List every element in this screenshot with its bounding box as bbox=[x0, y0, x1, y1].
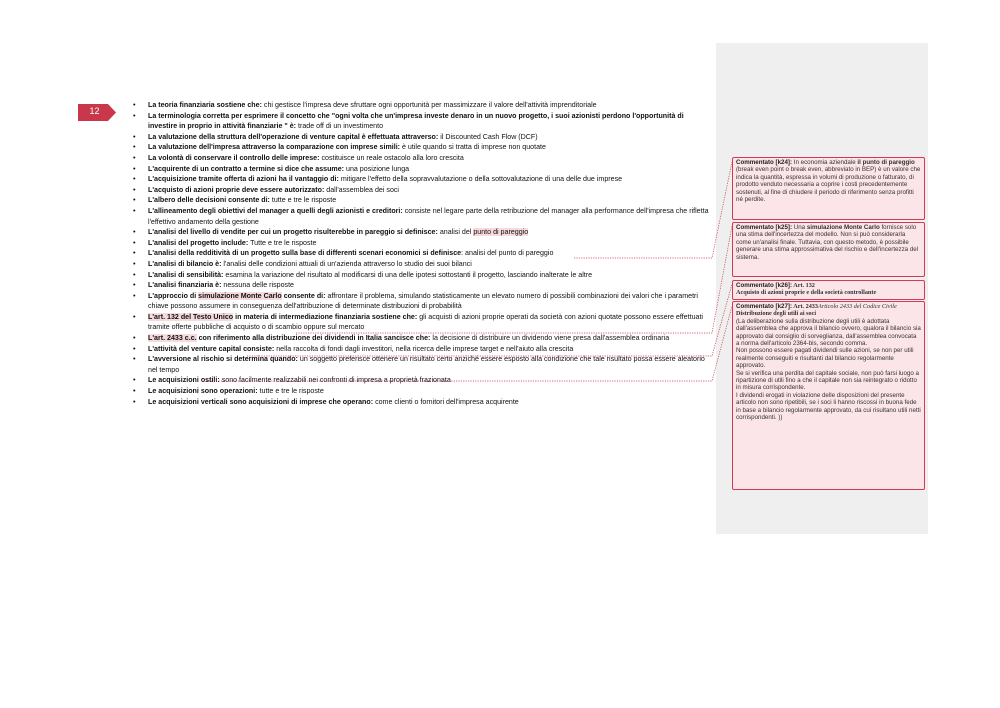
item-question-text: L'albero delle decisioni consente di: bbox=[148, 196, 270, 205]
list-item bbox=[133, 280, 711, 291]
item-question bbox=[148, 165, 344, 173]
list-item bbox=[133, 270, 711, 281]
list-item bbox=[133, 206, 711, 227]
list-item bbox=[133, 132, 711, 143]
item-question-text: La valutazione della struttura dell'operazione di venture capital è effettuata attraverso: bbox=[148, 132, 439, 141]
comment-k27-paragraph: Se si verifica una perdita del capitale sociale, non può farsi luogo a ripartizione di utili fino a che il capitale non sia reintegrato o ridotto in misura corrispondente. bbox=[736, 369, 919, 392]
item-question-text: in materia di intermediazione finanziaria sostiene che: bbox=[233, 312, 418, 321]
item-answer: Tutte e tre le risposte bbox=[248, 238, 317, 247]
item-question-text: L'acquisto di azioni proprie deve essere autorizzato: bbox=[148, 185, 325, 194]
list-item bbox=[133, 248, 711, 259]
item-question-text: La valutazione dell'impresa attraverso la comparazione con imprese simili: bbox=[148, 143, 401, 152]
item-question-text: L'attività del venture capital consiste: bbox=[148, 344, 275, 353]
item-question bbox=[148, 387, 258, 395]
comment-k26[interactable] bbox=[732, 280, 925, 300]
comment-k24-intro: In economia aziendale bbox=[792, 159, 858, 166]
item-answer: come clienti o fornitori dell'impresa acquirente bbox=[373, 397, 519, 406]
list-item bbox=[133, 164, 711, 175]
item-answer: trade off di un investimento bbox=[296, 122, 384, 131]
item-answer: : analisi del punto di pareggio bbox=[461, 249, 554, 258]
item-question bbox=[148, 207, 403, 215]
item-question-text: L'allineamento degli obiettivi del manager a quelli degli azionisti e creditori: bbox=[148, 206, 403, 215]
item-answer: tutte e tre le risposte bbox=[257, 387, 324, 396]
comment-k27-paragraph: (La deliberazione sulla distribuzione degli utili è adottata dall'assemblea che approva il bilancio ovvero, qualora il bilancio sia approvato dal consiglio di sorveglianza, dall'assemblea convocata a norma dell'articolo 2364-bis, secondo comma. bbox=[736, 317, 921, 348]
list-item bbox=[133, 344, 711, 355]
item-answer: dall'assemblea dei soci bbox=[324, 185, 400, 194]
item-question-text: L'analisi finanziaria è: bbox=[148, 281, 222, 290]
list-item bbox=[133, 174, 711, 185]
item-answer: mitigare l'effetto della sopravvalutazione o della sottovalutazione di una delle due imprese bbox=[338, 175, 623, 184]
item-answer: affrontare il problema, simulando statisticamente un elevato numero di possibili combinazioni dei valori che i parametri chiave possono assumere in conseguenza dell'attribuzione di determinate distribuzioni di probabilità bbox=[148, 291, 698, 311]
item-question bbox=[148, 112, 684, 131]
item-question bbox=[148, 175, 339, 183]
item-commented-term[interactable]: punto di pareggio bbox=[473, 228, 529, 237]
item-answer: l'analisi delle condizioni attuali di un'azienda attraverso lo studio dei suoi bilanci bbox=[221, 259, 472, 268]
item-question bbox=[148, 101, 262, 109]
item-answer: esamina la variazione del risultato al modificarsi di una delle ipotesi sottostanti il progetto, lasciando inalterate le altre bbox=[223, 270, 593, 279]
item-question bbox=[148, 313, 417, 321]
item-answer: un soggetto preferisce ottenere un risultato certo anziché essere esposto alla condizione che tale risultato possa essere aleatorio nel tempo bbox=[148, 355, 705, 374]
list-item bbox=[133, 259, 711, 270]
item-question-text: consente di: bbox=[281, 291, 326, 300]
item-question-text: L'acquirente di un contratto a termine si dice che assume: bbox=[148, 164, 345, 173]
list-item bbox=[133, 291, 711, 312]
item-answer: la decisione di distribuire un dividendo viene presa dall'assemblea ordinaria bbox=[430, 334, 670, 343]
item-answer: nessuna delle risposte bbox=[221, 281, 294, 290]
list-item bbox=[133, 397, 711, 408]
item-question-text: Le acquisizioni sono operazioni: bbox=[148, 387, 258, 396]
item-answer: è utile quando si tratta di imprese non quotate bbox=[400, 143, 546, 152]
list-item bbox=[133, 185, 711, 196]
comment-k27-body bbox=[736, 318, 921, 422]
item-question bbox=[148, 249, 461, 257]
list-item bbox=[133, 227, 711, 238]
list-item bbox=[133, 375, 711, 386]
comment-k25-header: Commentato [k25]: bbox=[736, 224, 793, 231]
item-question bbox=[148, 186, 324, 194]
item-question bbox=[148, 260, 221, 268]
comment-k26-title: Art. 132 bbox=[792, 282, 815, 289]
comment-k27-paragraph: I dividendi erogati in violazione delle disposizioni del presente articolo non sono ripetibili, se i soci li hanno riscossi in buona fede in base a bilancio regolarmente approvato, da cui risultano utili netti corrispondenti. )) bbox=[736, 391, 921, 422]
item-question bbox=[148, 228, 438, 236]
comment-k27-paragraph: Non possono essere pagati dividendi sulle azioni, se non per utili realmente conseguiti e risultanti dal bilancio regolarmente approvato. bbox=[736, 347, 914, 370]
list-item bbox=[133, 386, 711, 397]
comment-k27[interactable] bbox=[732, 301, 925, 490]
item-question bbox=[148, 154, 319, 162]
item-commented-term[interactable]: L'art. 2433 c.c. bbox=[148, 334, 197, 343]
item-question-text: L'analisi di sensibilità: bbox=[148, 270, 224, 279]
item-commented-term[interactable]: L'art. 132 del Testo Unico bbox=[148, 312, 234, 321]
item-question bbox=[148, 143, 400, 151]
item-question bbox=[148, 345, 274, 353]
item-answer: analisi del bbox=[437, 228, 474, 237]
list-item bbox=[133, 142, 711, 153]
item-answer: chi gestisce l'impresa deve sfruttare ogni opportunità per massimizzare il valore dell'attività imprenditoriale bbox=[261, 101, 597, 109]
item-question-prefix: L'approccio di bbox=[148, 291, 199, 300]
comment-k24-header: Commentato [k24]: bbox=[736, 159, 793, 166]
item-answer: gli acquisti di azioni proprie operati da società con azioni quotate possono essere effettuati tramite offerte pubbliche di acquisto o di scambio oppure sul mercato bbox=[148, 312, 704, 332]
comment-k25[interactable] bbox=[732, 222, 925, 277]
item-question-text: L'analisi del progetto include: bbox=[148, 238, 249, 247]
item-question-text: L'analisi del livello di vendite per cui un progetto risulterebbe in pareggio si definisce: bbox=[148, 228, 438, 237]
item-question bbox=[148, 271, 223, 279]
item-question-text: L'avversione al rischio si determina quando: bbox=[148, 355, 298, 364]
comment-k25-term: simulazione Monte Carlo bbox=[806, 224, 880, 231]
item-commented-term[interactable]: simulazione Monte Carlo bbox=[198, 291, 282, 300]
item-answer: sono facilmente realizzabili nei confronti di impresa a proprietà frazionata bbox=[219, 376, 451, 385]
item-answer: nella raccolta di fondi dagli investitori, nella ricerca delle imprese target e nell'aiuto alla crescita bbox=[274, 344, 574, 353]
list-item bbox=[133, 354, 711, 375]
item-question bbox=[148, 398, 373, 406]
comment-k26-header: Commentato [k26]: bbox=[736, 282, 793, 289]
comment-k27-header: Commentato [k27]: bbox=[736, 303, 793, 310]
comment-k27-subtitle: Distribuzione degli utili ai soci bbox=[736, 310, 817, 318]
item-question bbox=[148, 292, 326, 300]
item-question bbox=[148, 196, 270, 204]
comment-k26-subtitle: Acquisto di azioni proprie e della società controllante bbox=[736, 289, 877, 297]
comment-k24-term: il punto di pareggio bbox=[857, 159, 915, 166]
item-question bbox=[148, 281, 221, 289]
list-item bbox=[133, 312, 711, 333]
item-question-text: La teoria finanziaria sostiene che: bbox=[148, 101, 262, 109]
item-answer: il Discounted Cash Flow (DCF) bbox=[438, 132, 538, 141]
item-answer: tutte e tre le risposte bbox=[269, 196, 337, 205]
list-item bbox=[133, 111, 711, 132]
item-answer: una posizione lunga bbox=[344, 164, 410, 173]
page-number-tab bbox=[78, 104, 116, 121]
item-question bbox=[148, 239, 248, 247]
item-question bbox=[148, 133, 438, 141]
item-question-text: L'analisi di bilancio è: bbox=[148, 259, 222, 268]
comment-k25-intro: Una bbox=[792, 224, 807, 231]
item-question-text: La terminologia corretta per esprimere il concetto che "ogni volta che un'impresa investe denaro in un nuovo progetto, i suoi azionisti perdono l'opportunità di investire in proprio in attività finanziarie " è: bbox=[148, 111, 684, 131]
comment-k24-body: (break even point o break even, abbreviato in BEP) è un valore che indica la quantità, espressa in volumi di produzione o fatturato, di prodotto venduto necessaria a coprire i costi precedentemente sostenuti, al fine di chiudere il periodo di riferimento senza profitti né perdite. bbox=[736, 166, 921, 204]
comment-k27-title-italic: Articolo 2433 del Codice Civile bbox=[818, 303, 897, 310]
item-question-text: Le acquisizioni verticali sono acquisizioni di imprese che operano: bbox=[148, 397, 374, 406]
item-question-text: La volontà di conservare il controllo delle imprese: bbox=[148, 153, 320, 162]
item-question-text: Le acquisizioni ostili: bbox=[148, 376, 220, 385]
item-question-text: con riferimento alla distribuzione dei dividendi in Italia sancisce che: bbox=[196, 334, 431, 343]
item-question bbox=[148, 355, 298, 363]
item-answer: costituisce un reale ostacolo alla loro crescita bbox=[319, 153, 464, 162]
list-item bbox=[133, 100, 711, 111]
item-question bbox=[148, 334, 430, 342]
list-item bbox=[133, 153, 711, 164]
item-question-text: L'acquisizione tramite offerta di azioni ha il vantaggio di: bbox=[148, 175, 339, 184]
comment-k24[interactable] bbox=[732, 157, 925, 220]
answer-list bbox=[133, 100, 711, 407]
list-item bbox=[133, 238, 711, 249]
item-question-text: L'analisi della redditività di un progetto sulla base di differenti scenari economici si definisce bbox=[148, 249, 462, 258]
comment-k27-title: Art. 2433 bbox=[792, 303, 818, 310]
item-question bbox=[148, 376, 220, 384]
comment-k25-body: fornisce solo una stima dell'incertezza del modello. Non si può considerarla come un'analisi finale. Tuttavia, con questo metodo, è possibile generare una stima approssimativa del rischio e dell'incertezza del sistema. bbox=[736, 224, 919, 261]
page-number: 12 bbox=[89, 106, 100, 116]
item-answer: consiste nel legare parte della retribuzione del manager alla performance dell'impresa che rifletta l'effettivo andamento della gestione bbox=[148, 206, 709, 226]
list-item bbox=[133, 195, 711, 206]
list-item bbox=[133, 333, 711, 344]
